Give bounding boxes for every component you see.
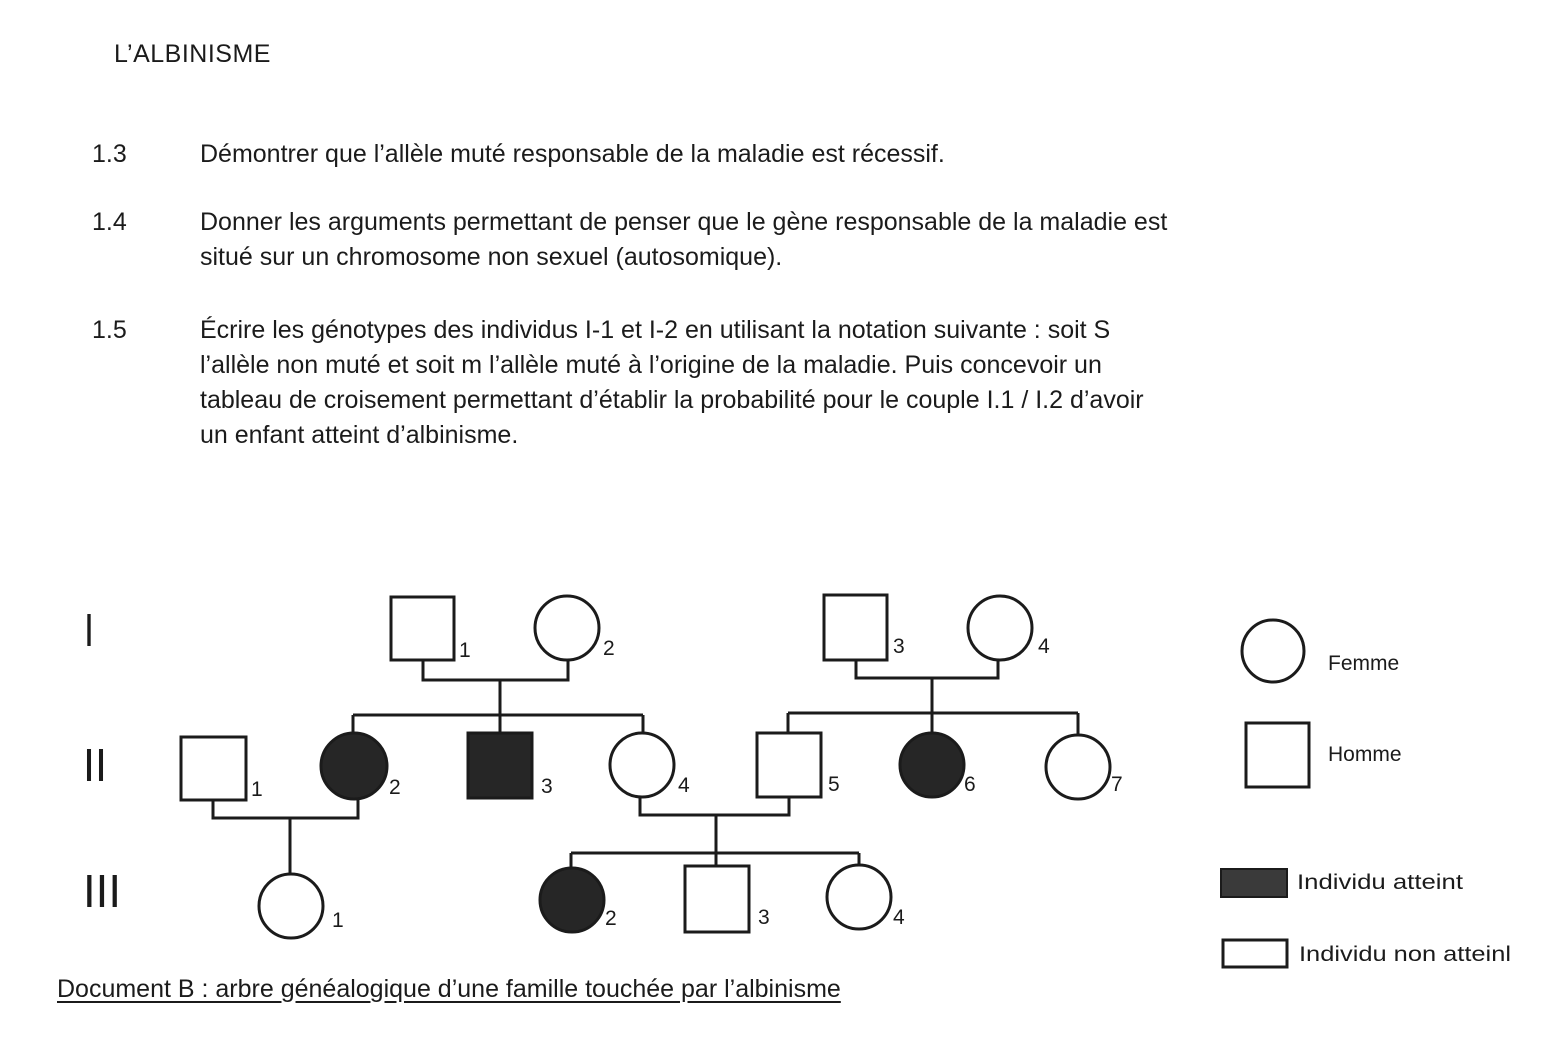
question-text-1-5: Écrire les génotypes des individus I-1 et I-2 en utilisant la notation suivante : soit S l’allèle non muté et soit m l’allèle muté à l’origine de la maladie. Puis concevoir un tableau de croisement permettant d’établir la probabilité pour le couple I.1 / I.2 d’avoir un enfant atteint d’albinisme.	[200, 316, 1144, 449]
individual-iii-3-male	[685, 866, 749, 932]
individual-number-ii-3: 3	[541, 775, 553, 798]
individual-ii-4-female	[610, 733, 674, 797]
question-number-1-3: 1.3	[92, 140, 127, 168]
couple-line-i3-i4	[856, 660, 998, 678]
legend-label-affected: Individu atteint	[1297, 871, 1464, 894]
individual-iii-4-female	[827, 865, 891, 929]
legend-label-unaffected: Individu non atteinl	[1299, 943, 1511, 966]
individual-i-4-female	[968, 596, 1032, 660]
individual-number-iii-1: 1	[332, 909, 344, 932]
generation-label-iii: III	[83, 865, 121, 917]
legend-female-symbol	[1242, 620, 1304, 682]
individual-number-i-4: 4	[1038, 635, 1050, 658]
generation-label-i: I	[84, 604, 94, 656]
question-number-1-5: 1.5	[92, 316, 127, 344]
couple-line-i1-i2	[423, 660, 568, 680]
individual-i-2-female	[535, 596, 599, 660]
generation-label-ii: II	[83, 739, 107, 791]
individual-iii-1-female	[259, 874, 323, 938]
individual-number-ii-4: 4	[678, 774, 690, 797]
legend-male-symbol	[1246, 723, 1309, 787]
individual-number-ii-2: 2	[389, 776, 401, 799]
individual-ii-7-female	[1046, 735, 1110, 799]
couple-line-ii4-ii5	[640, 797, 789, 815]
individual-ii-1-male	[181, 737, 246, 800]
individual-ii-2-female-affected	[321, 733, 387, 799]
couple-line-ii1-ii2	[213, 800, 358, 818]
document-caption: Document B : arbre généalogique d’une famille touchée par l’albinisme	[57, 975, 841, 1003]
individual-i-3-male	[824, 595, 887, 660]
question-number-1-4: 1.4	[92, 208, 127, 236]
question-text-1-4: Donner les arguments permettant de penser que le gène responsable de la maladie est situé sur un chromosome non sexuel (autosomique).	[200, 208, 1168, 271]
individual-number-i-1: 1	[459, 639, 471, 662]
document-title: L’ALBINISME	[114, 40, 271, 68]
individual-number-iii-4: 4	[893, 906, 905, 929]
individual-number-i-3: 3	[893, 635, 905, 658]
individual-number-iii-3: 3	[758, 906, 770, 929]
legend-affected-symbol	[1221, 869, 1287, 897]
individual-number-i-2: 2	[603, 637, 615, 660]
individual-i-1-male	[391, 597, 454, 660]
individual-ii-6-female-affected	[900, 733, 964, 797]
individual-number-ii-1: 1	[251, 778, 263, 801]
individual-number-ii-7: 7	[1111, 773, 1123, 796]
legend-unaffected-symbol	[1223, 940, 1287, 967]
individual-ii-3-male-affected	[468, 733, 532, 798]
legend	[1221, 620, 1511, 967]
individual-number-iii-2: 2	[605, 907, 617, 930]
individual-number-ii-6: 6	[964, 773, 976, 796]
question-text-1-3: Démontrer que l’allèle muté responsable de la maladie est récessif.	[200, 140, 945, 168]
legend-label-male: Homme	[1328, 743, 1402, 766]
legend-label-female: Femme	[1328, 652, 1400, 675]
individual-iii-2-female-affected	[540, 868, 604, 932]
individual-ii-5-male	[757, 733, 821, 797]
individual-number-ii-5: 5	[828, 773, 840, 796]
